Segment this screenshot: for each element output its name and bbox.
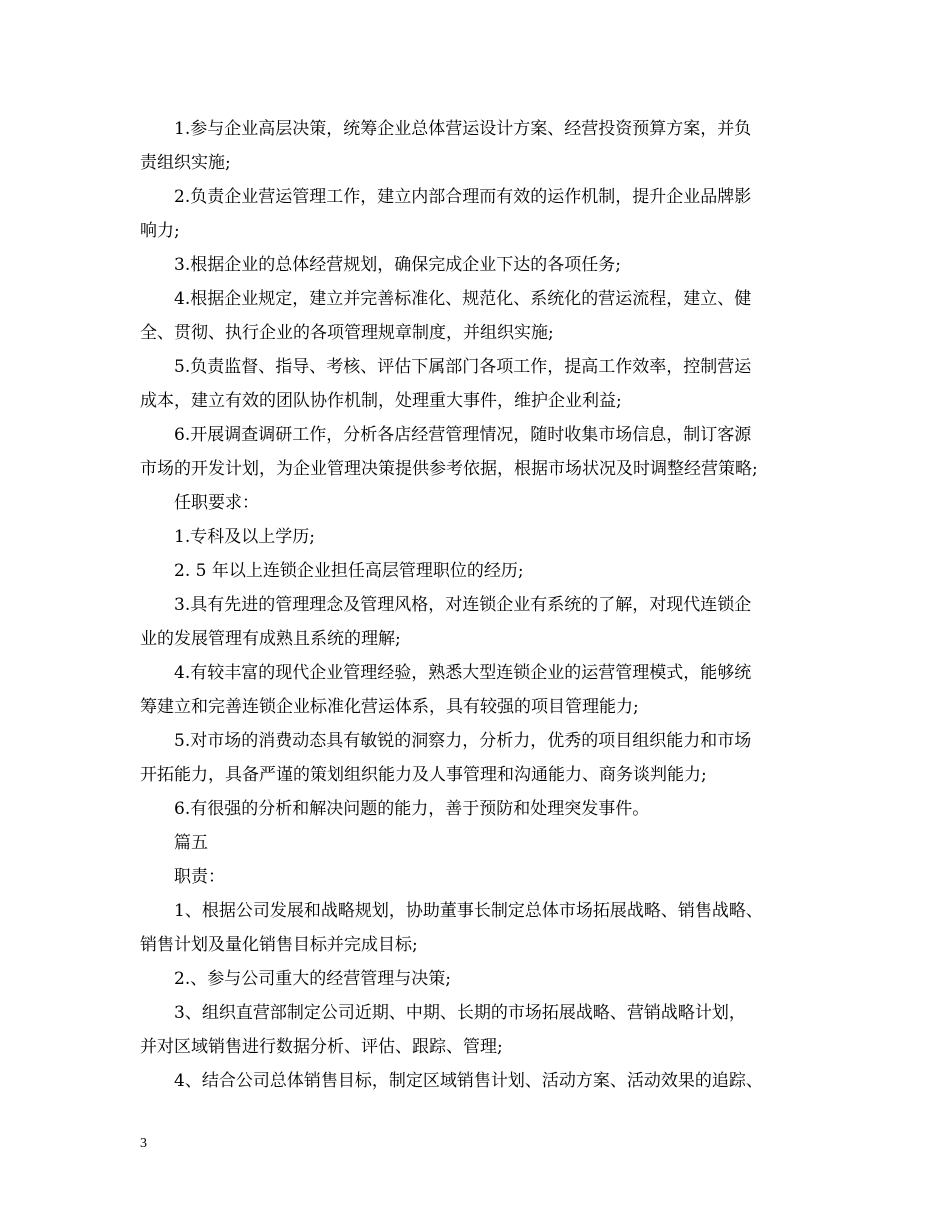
- paragraph-line: 全、贯彻、执行企业的各项管理规章制度，并组织实施;: [140, 323, 554, 343]
- section-heading: 篇五: [174, 833, 208, 853]
- paragraph-line: 3.根据企业的总体经营规划，确保完成企业下达的各项任务;: [174, 255, 621, 275]
- paragraph-line: 2. 5 年以上连锁企业担任高层管理职位的经历;: [174, 561, 524, 581]
- paragraph-line: 市场的开发计划，为企业管理决策提供参考依据，根据市场状况及时调整经营策略;: [140, 459, 758, 479]
- paragraph-line: 5.对市场的消费动态具有敏锐的洞察力，分析力，优秀的项目组织能力和市场: [174, 731, 752, 751]
- paragraph-line: 责组织实施;: [140, 153, 231, 173]
- section-heading: 职责：: [174, 867, 225, 887]
- paragraph-line: 6.有很强的分析和解决问题的能力，善于预防和处理突发事件。: [174, 799, 650, 819]
- paragraph-line: 4、结合公司总体销售目标，制定区域销售计划、活动方案、活动效果的追踪、: [174, 1071, 763, 1091]
- paragraph-line: 3、组织直营部制定公司近期、中期、长期的市场拓展战略、营销战略计划，: [174, 1003, 746, 1023]
- document-body: [140, 112, 820, 1098]
- paragraph-line: 并对区域销售进行数据分析、评估、跟踪、管理;: [140, 1037, 503, 1057]
- paragraph-line: 2.负责企业营运管理工作，建立内部合理而有效的运作机制，提升企业品牌影: [174, 187, 752, 207]
- section-heading: 任职要求：: [174, 493, 259, 513]
- paragraph-line: 6.开展调查调研工作，分析各店经营管理情况，随时收集市场信息，制订客源: [174, 425, 752, 445]
- paragraph-line: 1.专科及以上学历;: [174, 527, 315, 547]
- page-number: 3: [140, 1136, 147, 1151]
- paragraph-line: 筹建立和完善连锁企业标准化营运体系，具有较强的项目管理能力;: [140, 697, 639, 717]
- paragraph-line: 4.有较丰富的现代企业管理经验，熟悉大型连锁企业的运营管理模式，能够统: [174, 663, 752, 683]
- paragraph-line: 业的发展管理有成熟且系统的理解;: [140, 629, 401, 649]
- paragraph-line: 3.具有先进的管理理念及管理风格，对连锁企业有系统的了解，对现代连锁企: [174, 595, 752, 615]
- paragraph-line: 4.根据企业规定，建立并完善标准化、规范化、系统化的营运流程，建立、健: [174, 289, 752, 309]
- paragraph-line: 1.参与企业高层决策，统筹企业总体营运设计方案、经营投资预算方案，并负: [174, 119, 752, 139]
- paragraph-line: 1、根据公司发展和战略规划，协助董事长制定总体市场拓展战略、销售战略、: [174, 901, 763, 921]
- paragraph-line: 开拓能力，具备严谨的策划组织能力及人事管理和沟通能力、商务谈判能力;: [140, 765, 707, 785]
- paragraph-line: 响力;: [140, 221, 180, 241]
- paragraph-line: 销售计划及量化销售目标并完成目标;: [140, 935, 418, 955]
- paragraph-line: 2.、参与公司重大的经营管理与决策;: [174, 969, 451, 989]
- paragraph-line: 成本，建立有效的团队协作机制，处理重大事件，维护企业利益;: [140, 391, 622, 411]
- paragraph-line: 5.负责监督、指导、考核、评估下属部门各项工作，提高工作效率，控制营运: [174, 357, 752, 377]
